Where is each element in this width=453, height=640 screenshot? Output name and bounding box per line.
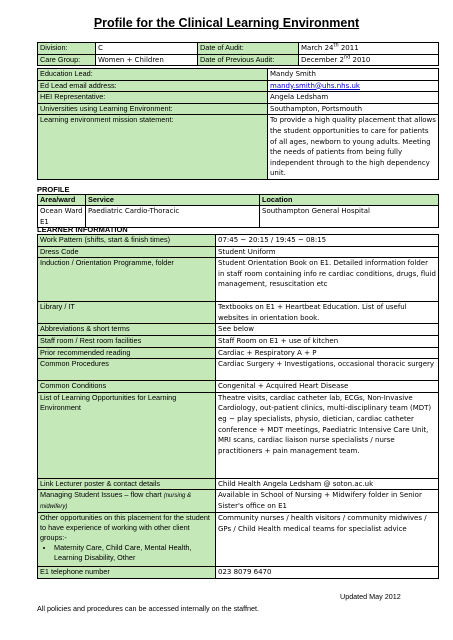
library-value: Textbooks on E1 + Heartbeat Education. List of useful websites in orientation book. [216, 302, 439, 324]
date-audit-value: March 24th 2011 [299, 43, 439, 55]
learning-opportunities-value: Theatre visits, cardiac catheter lab, ECGs, Non-Invasive Cardiology, out-patient clinics, multi-disciplinary team (MDT) eg ~ play specialists, physio, dietician, cardiac catheter conference + MDT meetings, Paediatric Intensive Care Unit, MRI scans, cardiac liaison nurse specialists / nurse practitioners + pain management team. [216, 392, 439, 478]
hei-rep-value: Angela Ledsham [268, 92, 439, 104]
common-procedures-label: Common Procedures [38, 359, 216, 381]
care-group-value: Women + Children [96, 54, 198, 66]
abbreviations-value: See below [216, 324, 439, 336]
learning-opportunities-label: List of Learning Opportunities for Learning Environment [38, 392, 216, 478]
mission-value: To provide a high quality placement that allows the student opportunities to care for patients of all ages, newborn to young adults. Meeting the needs of patients from being fully independent through to the high dependency unit. [268, 115, 439, 180]
other-opportunities-value: Community nurses / health visitors / community midwives / GPs / Child Health medical teams for specialist advice [216, 513, 439, 567]
dress-code-value: Student Uniform [216, 246, 439, 258]
common-procedures-value: Cardiac Surgery + Investigations, occasional thoracic surgery [216, 359, 439, 381]
abbreviations-label: Abbreviations & short terms [38, 324, 216, 336]
other-opportunities-label: Other opportunities on this placement for the student to have experience of working with other client groups:- • Maternity Care, Child Care, Mental Health, Learning Disability, Other [38, 513, 216, 567]
learner-table [37, 234, 439, 579]
prev-audit-label: Date of Previous Audit: [198, 54, 299, 66]
mission-label: Learning environment mission statement: [38, 115, 268, 180]
student-issues-value: Available in School of Nursing + Midwifery folder in Senior Sister's office on E1 [216, 490, 439, 513]
client-groups-list-item: • Maternity Care, Child Care, Mental Health, Learning Disability, Other [54, 543, 213, 563]
prior-reading-value: Cardiac + Respiratory A + P [216, 347, 439, 359]
hei-rep-label: HEI Representative: [38, 92, 268, 104]
date-audit-label: Date of Audit: [198, 43, 299, 55]
division-label: Division: [38, 43, 96, 55]
common-conditions-label: Common Conditions [38, 381, 216, 393]
student-issues-label: Managing Student Issues – flow chart (nursing & midwifery) [38, 490, 216, 513]
policies-note: All policies and procedures can be accessed internally on the staffnet. [37, 604, 260, 613]
ed-lead-email-link[interactable]: mandy.smith@uhs.nhs.uk [270, 81, 360, 90]
profile-area-value: Ocean Ward E1 [38, 206, 86, 228]
induction-label: Induction / Orientation Programme, folder [38, 258, 216, 302]
dress-code-label: Dress Code [38, 246, 216, 258]
prev-audit-value: December 2nd 2010 [299, 54, 439, 66]
staff-room-value: Staff Room on E1 + use of kitchen [216, 335, 439, 347]
staff-room-label: Staff room / Rest room facilities [38, 335, 216, 347]
learner-section-title: LEARNER INFORMATION [37, 225, 128, 234]
profile-col-location: Location [260, 195, 439, 206]
updated-date: Updated May 2012 [340, 592, 401, 601]
profile-col-service: Service [86, 195, 260, 206]
induction-value: Student Orientation Book on E1. Detailed information folder in staff room containing info re cardiac conditions, drugs, fluid management, resuscitation etc [216, 258, 439, 302]
profile-col-area: Area/ward [38, 195, 86, 206]
work-pattern-value: 07:45 ~ 20:15 / 19:45 ~ 08:15 [216, 235, 439, 247]
link-lecturer-value: Child Health Angela Ledsham @ soton.ac.uk [216, 478, 439, 490]
common-conditions-value: Congenital + Acquired Heart Disease [216, 381, 439, 393]
work-pattern-label: Work Pattern (shifts, start & finish times) [38, 235, 216, 247]
page-title: Profile for the Clinical Learning Environment [93, 16, 360, 30]
telephone-value: 023 8079 6470 [216, 567, 439, 579]
division-value: C [96, 43, 198, 55]
library-label: Library / IT [38, 302, 216, 324]
profile-table [37, 194, 439, 228]
ed-lead-email-label: Ed Lead email address: [38, 80, 268, 92]
lead-table [37, 68, 439, 180]
profile-location-value: Southampton General Hospital [260, 206, 439, 228]
prior-reading-label: Prior recommended reading [38, 347, 216, 359]
universities-value: Southampton, Portsmouth [268, 103, 439, 115]
telephone-label: E1 telephone number [38, 567, 216, 579]
profile-service-value: Paediatric Cardio-Thoracic [86, 206, 260, 228]
universities-label: Universities using Learning Environment: [38, 103, 268, 115]
education-lead-label: Education Lead: [38, 69, 268, 81]
header-table [37, 42, 439, 66]
care-group-label: Care Group: [38, 54, 96, 66]
profile-section-title: PROFILE [37, 185, 70, 194]
student-issues-note: (nursing & midwifery) [40, 493, 192, 511]
education-lead-value: Mandy Smith [268, 69, 439, 81]
link-lecturer-label: Link Lecturer poster & contact details [38, 478, 216, 490]
